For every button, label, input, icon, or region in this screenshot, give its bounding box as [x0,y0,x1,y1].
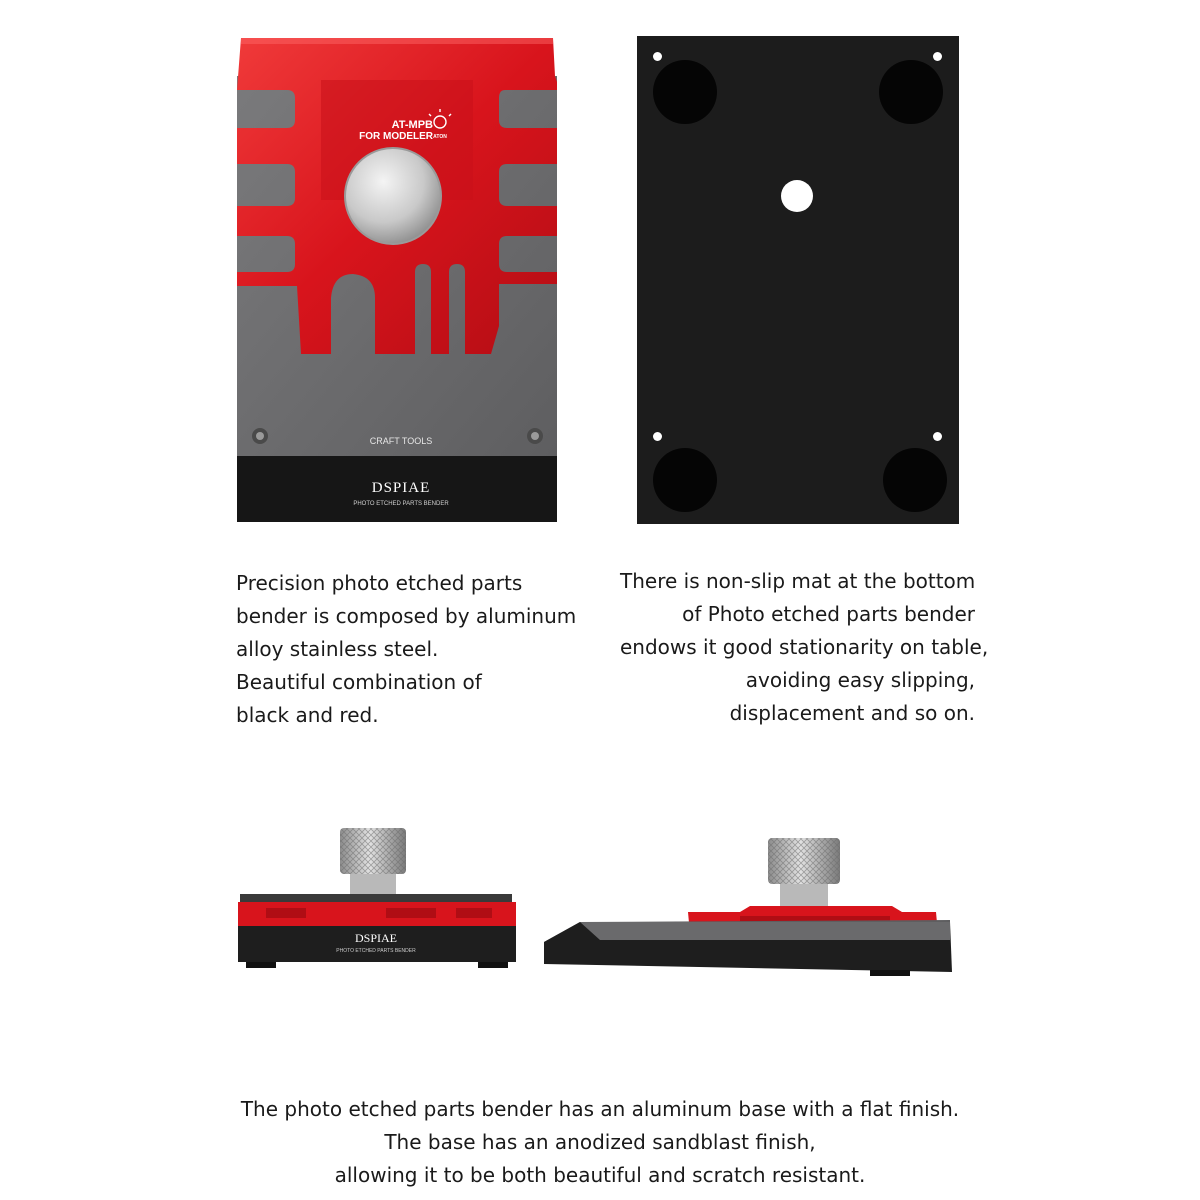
brand-label: DSPIAE [371,480,431,496]
rubber-foot-bottom-left [653,448,717,512]
caption-line: Beautiful combination of [236,670,482,694]
caption-line: endows it good stationarity on table, [620,635,989,659]
bender-top-view [237,36,557,522]
caption-line: displacement and so on. [729,701,975,725]
bender-bottom-view [637,36,959,524]
hole-top-left [653,52,662,61]
caption-line: allowing it to be both beautiful and scratch resistant. [334,1163,866,1187]
center-hole [781,180,813,212]
caption-right [620,565,989,730]
hole-bottom-left [653,432,662,441]
bender-front-side-view [236,826,518,976]
rubber-foot-top-left [653,60,717,124]
caption-line: There is non-slip mat at the bottom [620,569,976,593]
subtitle-label: FOR MODELER [359,131,433,142]
caption-line: The photo etched parts bender has an aluminum base with a flat finish. [240,1097,960,1121]
caption-line: The base has an anodized sandblast finish, [384,1130,816,1154]
caption-line: of Photo etched parts bender [682,602,975,626]
caption-line: black and red. [236,703,379,727]
front-label: PHOTO ETCHED PARTS BENDER [353,501,449,507]
model-label: AT-MPB [391,119,433,131]
craft-tools-label: CRAFT TOOLS [369,436,433,446]
front-label: PHOTO ETCHED PARTS BENDER [336,948,416,954]
caption-line: bender is composed by aluminum [236,604,577,628]
brand-label: DSPIAE [354,931,398,945]
hole-bottom-right [933,432,942,441]
screw-left [252,428,268,444]
knob-stem [350,874,396,896]
bender-side-view [540,836,952,986]
rubber-foot-bottom-right [883,448,947,512]
caption-bottom [0,1093,1200,1192]
screw-right [527,428,543,444]
rubber-foot-top-right [879,60,943,124]
caption-line: avoiding easy slipping, [745,668,975,692]
knob-stem [780,884,828,908]
caption-line: alloy stainless steel. [236,637,439,661]
caption-left [236,567,576,732]
caption-line: Precision photo etched parts [236,571,523,595]
maker-mark: ATON [433,134,447,140]
hole-top-right [933,52,942,61]
